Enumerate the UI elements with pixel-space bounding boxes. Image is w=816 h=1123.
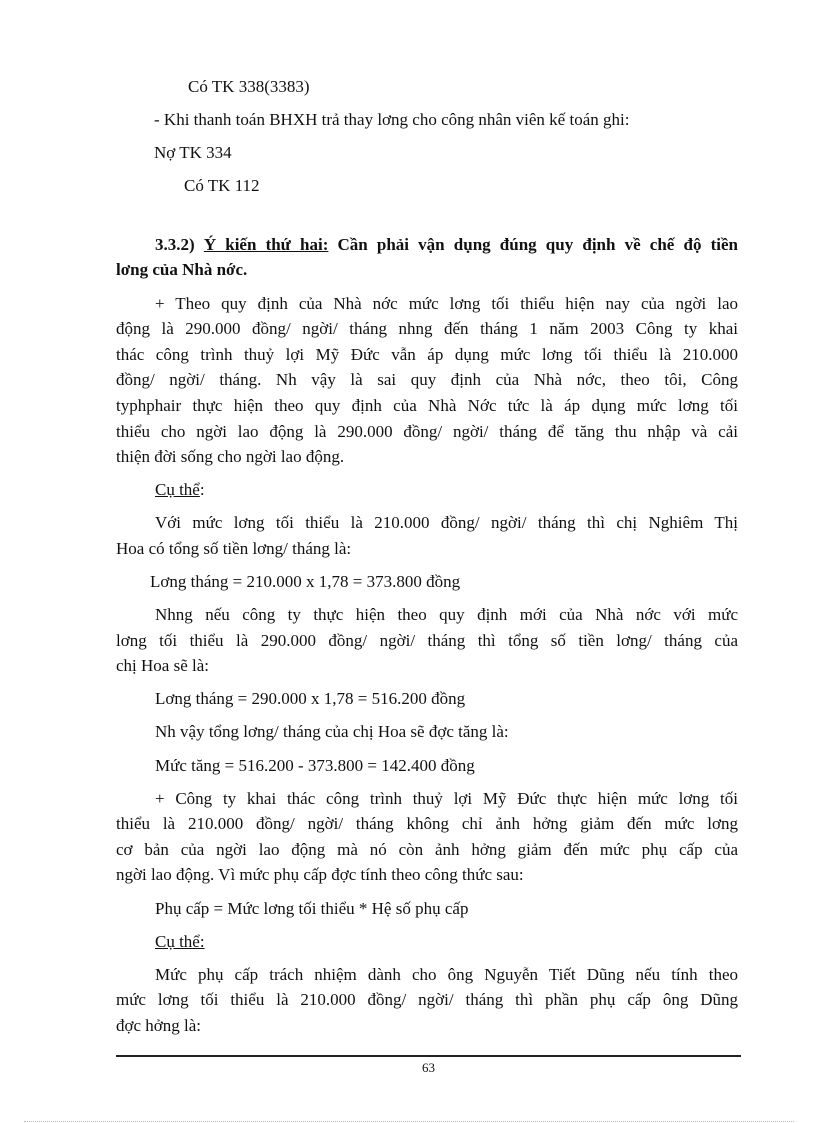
text-line: chị Hoa sẽ là: (116, 656, 209, 676)
page-number: 63 (422, 1060, 435, 1075)
paragraph-1 (116, 291, 738, 470)
equation-line: Lơng tháng = 210.000 x 1,78 = 373.800 đồng (150, 572, 461, 591)
paragraph-2 (116, 510, 738, 561)
text-line: + Theo quy định của Nhà nớc mức lơng tối thiểu hiện nay của ngời lao (155, 293, 738, 313)
sub-heading: Cụ thể: (155, 931, 205, 951)
heading-title: Cần phải vận dụng đúng quy định về chế độ tiền (328, 234, 738, 254)
text-line: cơ bản của ngời lao động mà nó còn ảnh hởng giảm đến mức phụ cấp của (116, 839, 738, 859)
text-line: typhphair thực hiện theo quy định của Nhà Nớc tức là áp dụng mức lơng tối (116, 395, 738, 415)
text-line: mức lơng tối thiểu là 210.000 đồng/ ngời/ tháng thì phần phụ cấp ông Dũng (116, 990, 738, 1010)
text-line: Mức phụ cấp trách nhiệm dành cho ông Nguyễn Tiết Dũng nếu tính theo (155, 964, 738, 984)
text-line: - Khi thanh toán BHXH trả thay lơng cho công nhân viên kế toán ghi: (154, 110, 630, 130)
sub-heading-label: Cụ thể (155, 480, 200, 500)
section-heading (116, 232, 738, 283)
text-line: thiện đời sống cho ngời lao động. (116, 447, 345, 467)
text-line: thác công trình thuỷ lợi Mỹ Đức vẫn áp dụng mức lơng tối thiểu là 210.000 (116, 344, 738, 364)
text-line: Nhng nếu công ty thực hiện theo quy định mới của Nhà nớc với mức (155, 605, 738, 625)
sub-heading-colon: : (199, 480, 205, 500)
text-line: Nh vậy tổng lơng/ tháng của chị Hoa sẽ đợc tăng là: (155, 722, 509, 742)
heading-line (116, 232, 738, 258)
heading-line-2: lơng của Nhà nớc. (116, 260, 248, 280)
text-line: thiểu là 210.000 đồng/ ngời/ tháng không chỉ ảnh hởng giảm đến mức lơng (116, 814, 738, 834)
text-line: ngời lao động. Vì mức phụ cấp đợc tính theo công thức sau: (116, 865, 524, 885)
text-line: thiểu cho ngời lao động là 290.000 đồng/ ngời/ tháng để tăng thu nhập và cải (116, 421, 738, 441)
text-line: Có TK 338(3383) (188, 77, 310, 96)
text-line: Với mức lơng tối thiểu là 210.000 đồng/ ngời/ tháng thì chị Nghiêm Thị (155, 513, 738, 533)
text-line: Nợ TK 334 (154, 143, 232, 163)
equation-line: Mức tăng = 516.200 - 373.800 = 142.400 đồng (155, 755, 475, 775)
text-line: đồng/ ngời/ tháng. Nh vậy là sai quy định của Nhà nớc, theo tôi, Công (116, 370, 738, 390)
paragraph-5 (116, 962, 738, 1039)
heading-number: 3.3.2) (155, 234, 204, 254)
text-line: + Công ty khai thác công trình thuỷ lợi Mỹ Đức thực hiện mức lơng tối (155, 788, 738, 808)
page-body (116, 74, 738, 1039)
text-line: đợc hởng là: (116, 1015, 202, 1035)
page-edge-dotted-line (24, 1121, 794, 1122)
footer-divider (116, 1055, 741, 1057)
text-line: động là 290.000 đồng/ ngời/ tháng nhng đến tháng 1 năm 2003 Công ty khai (116, 319, 738, 339)
text-line: Hoa có tổng số tiền lơng/ tháng là: (116, 538, 352, 558)
formula-line: Phụ cấp = Mức lơng tối thiểu * Hệ số phụ cấp (155, 898, 469, 918)
heading-label: Ý kiến thứ hai: (203, 234, 329, 254)
sub-heading (116, 477, 738, 503)
paragraph-4 (116, 786, 738, 888)
text-line: lơng tối thiểu là 290.000 đồng/ ngời/ tháng thì tổng số tiền lơng/ tháng của (116, 630, 738, 650)
text-line: Có TK 112 (184, 176, 260, 196)
paragraph-3 (116, 602, 738, 679)
equation-line: Lơng tháng = 290.000 x 1,78 = 516.200 đồng (155, 689, 466, 709)
